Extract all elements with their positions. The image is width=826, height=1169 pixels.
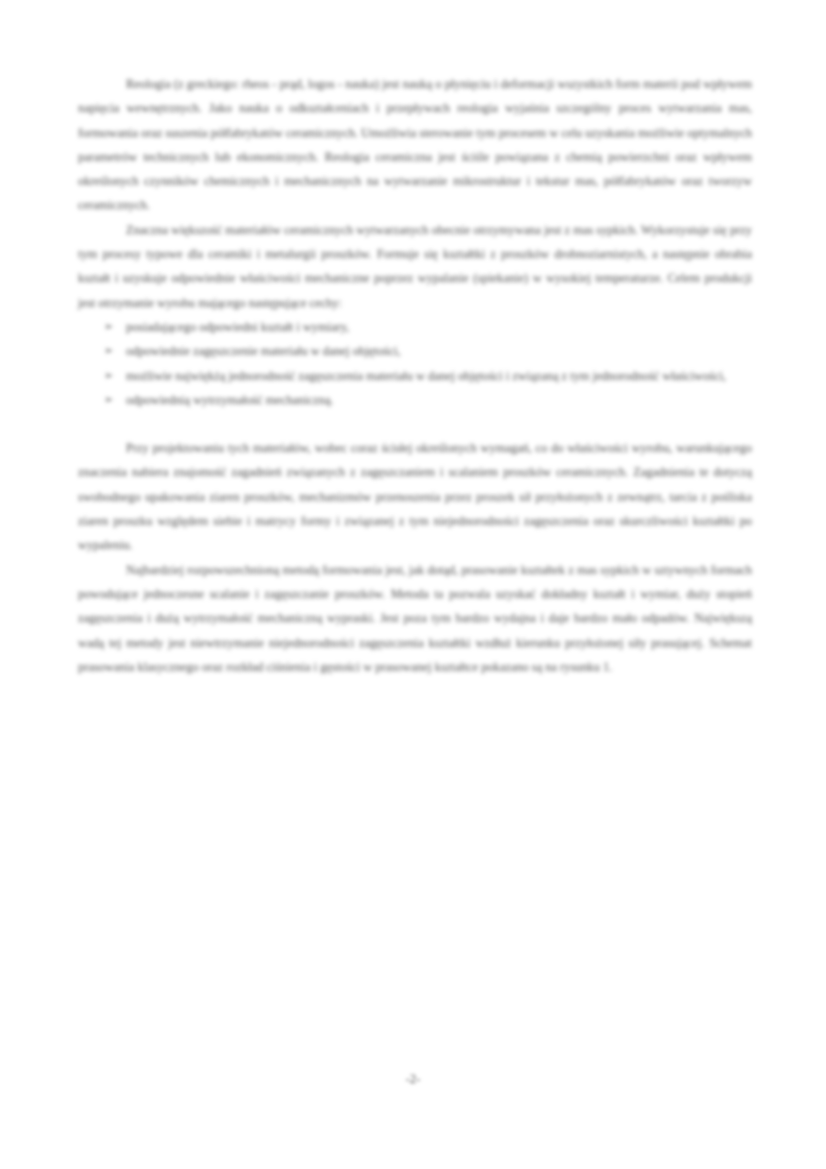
feature-list (78, 315, 752, 412)
list-item: ➢ odpowiednią wytrzymałość mechaniczną. (126, 388, 752, 412)
paragraph-design: Przy projektowaniu tych materiałów, wobec coraz ścisłej określonych wymagań, co do właściwości wyrobu, warunkującego znaczenia nabiera znajomość zagadnień związanych z zagęszczaniem i scalaniem proszków ceramicznych. Zagadnienia te dotyczą swobodnego upakowania ziaren proszków, mechanizmów przenoszenia przez proszek sił przyłożonych z zewnątrz, tarcia z pośliska ziaren proszku względem siebie i matrycy formy i związanej z tym niejednorodności zagęszczenia oraz skurczliwości kształtki po wypaleniu. (78, 441, 752, 553)
paragraph-rheology: Reologia (z greckiego: rheos - prąd, logos - nauka) jest nauką o płynięciu i deformacji wszystkich form materii pod wpływem napięcia wewnętrznych. Jako nauka o odkształceniach i przepływach reologia wyjaśnia szczególny proces wytwarzania mas, formowania oraz suszenia półfabrykatów ceramicznych. Umożliwia sterowanie tym procesem w celu uzyskania możliwie optymalnych parametrów technicznych lub ekonomicznych. Reologia ceramiczna jest ściśle powiązana z chemią powierzchni oraz wpływem określonych czynników chemicznych i mechanicznych na wytwarzanie mikrostruktur i tekstur mas, półfabrykatów oraz tworzyw ceramicznych. (78, 77, 752, 213)
list-item: ➢ odpowiednie zagęszczenie materiału w danej objętości, (126, 339, 752, 363)
document-body (78, 72, 752, 679)
list-item: ➢ możliwie najwiękżą jednorodność zagęszczenia materiału w danej objętości i związaną z tym jednorodność właściwości, (126, 364, 752, 388)
paragraph-materials: Znaczna większość materiałów ceramicznych wytwarzanych obecnie otrzymywana jest z mas sypkich. Wykorzystuje się przy tym procesy typowe dla ceramiki i metalurgii proszków. Formuje się kształtki z proszków drobnoziarnistych, a następnie obrabia kształt i uzyskuje odpowiednie właściwości mechaniczne poprzez wypalanie (spiekanie) w wysokiej temperaturze. Celem produkcji jest otrzymanie wyrobu mającego następujące cechy: (78, 222, 752, 310)
paragraph-pressing: Najbardziej rozpowszechnioną metodą formowania jest, jak dotąd, prasowanie kształtek z mas sypkich w sztywnych formach powodujące jednoczesne scalanie i zagęszczanie proszków. Metoda ta pozwala uzyskać dokładny kształt i wymiar, duży stopień zagęszczenia i dużą wytrzymałość mechaniczną wypraski. Jest poza tym bardzo wydajna i daje bardzo mało odpadów. Największą wadą tej metody jest niewtrzymanie niejednorodności zagęszczenia kształtki wzdłuż kierunku przyłożonej siły prasującej. Schemat prasowania klasycznego oraz rozkład ciśnienia i gęstości w prasowanej kształtce pokazano są na rysunku 1. (78, 562, 752, 674)
page-number: -2- (405, 1072, 421, 1086)
list-item: ➢ posiadającego odpowiedni kształt i wymiary, (126, 315, 752, 339)
